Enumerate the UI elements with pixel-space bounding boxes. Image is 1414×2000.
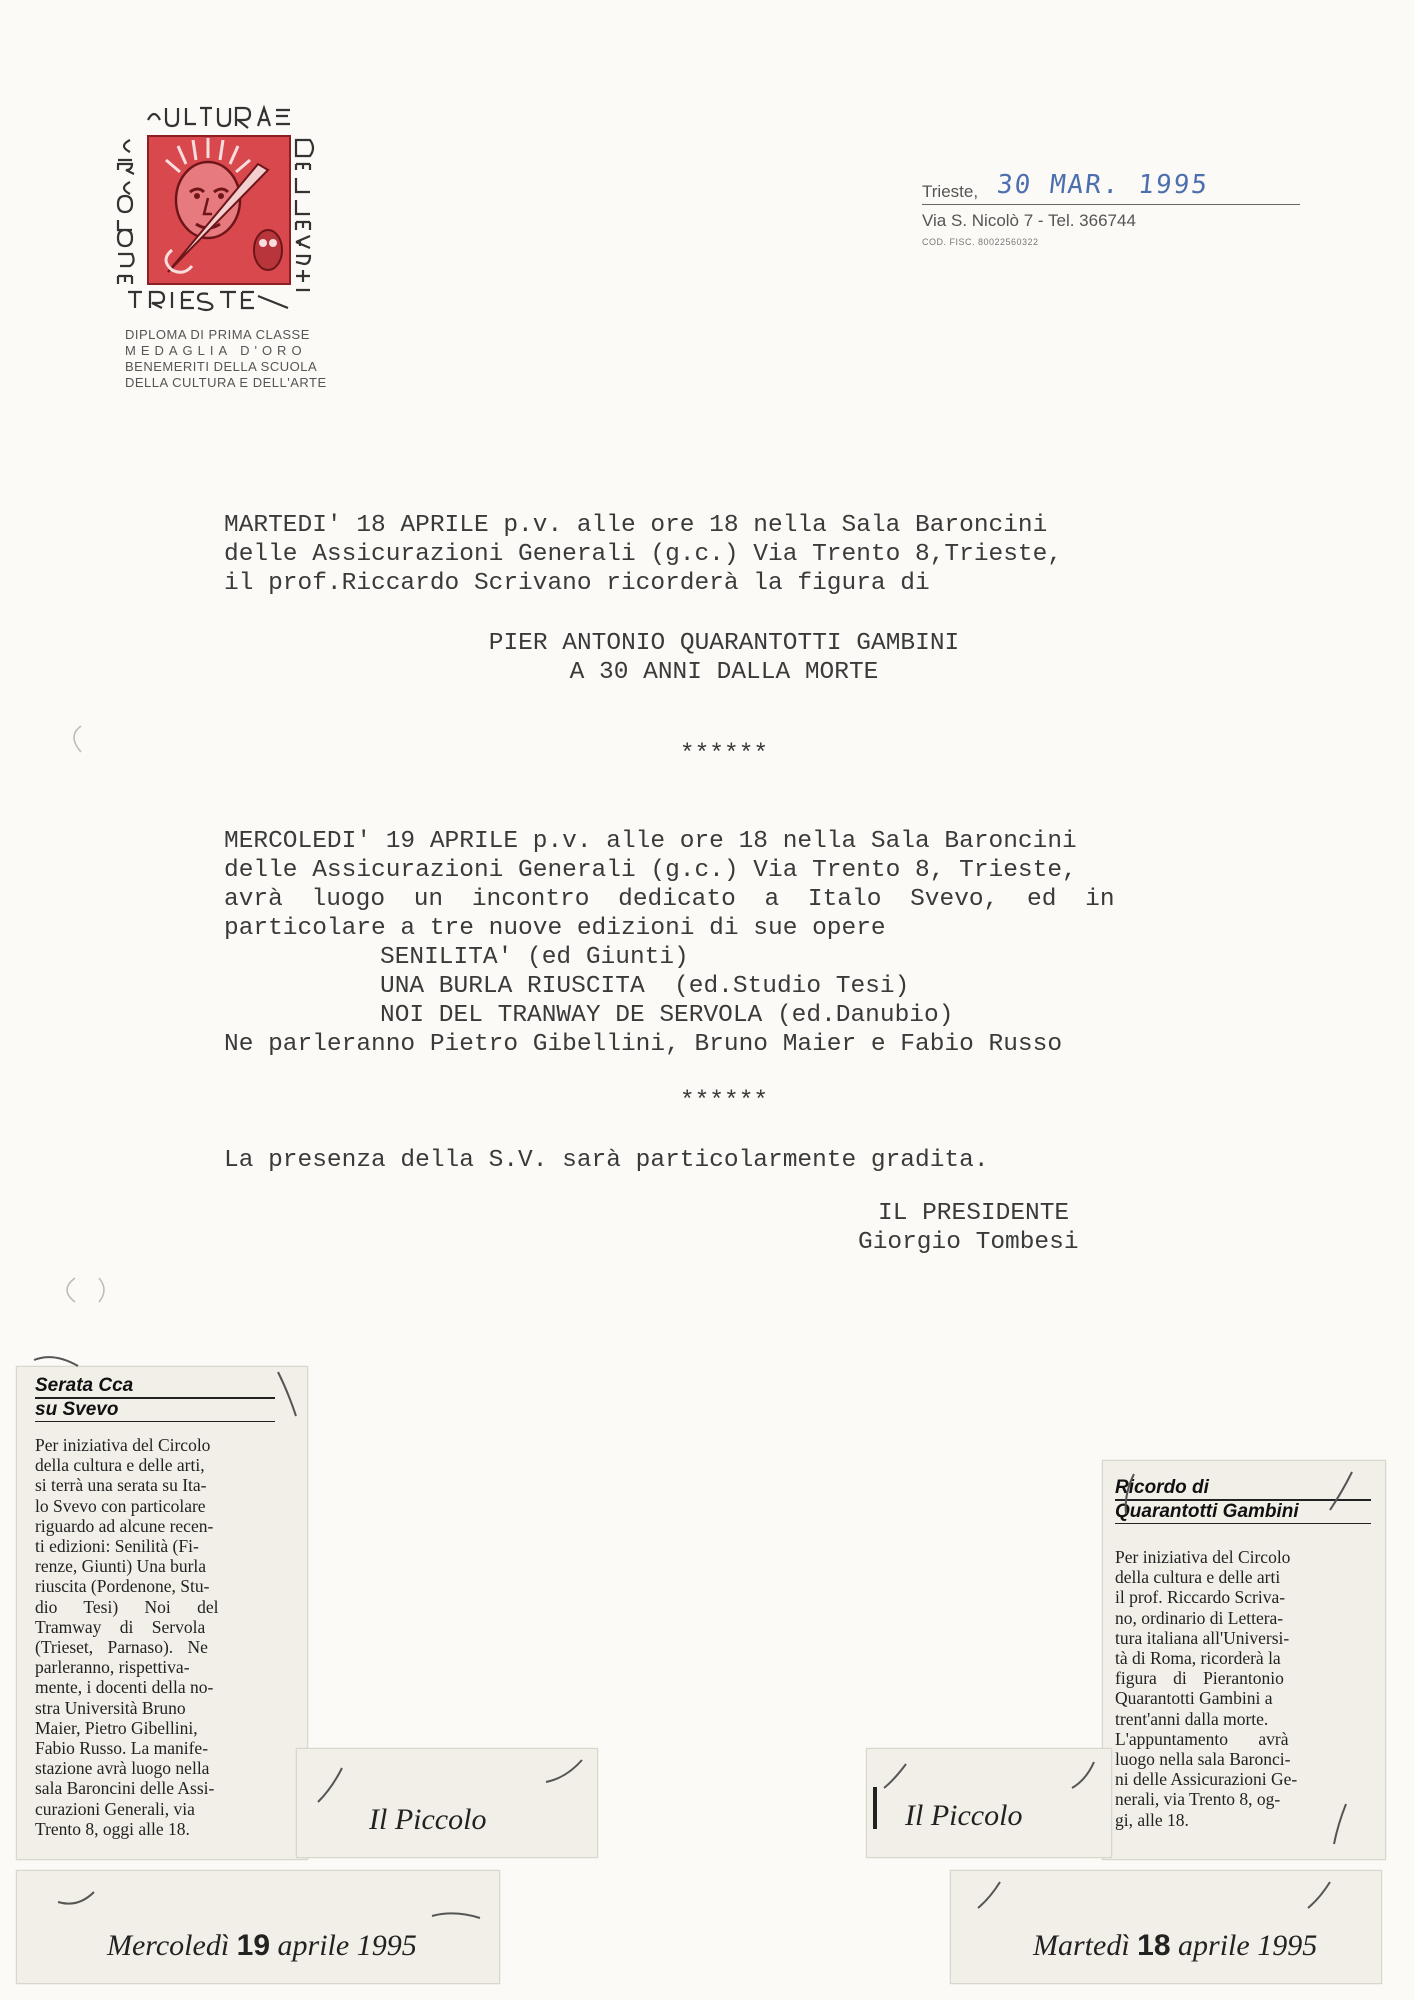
letter-header xyxy=(922,168,1302,247)
clipping-line: Tramway di Servola xyxy=(35,1616,206,1637)
closing-line: La presenza della S.V. sarà particolarmente gradita. xyxy=(224,1147,989,1174)
signature-name: Giorgio Tombesi xyxy=(858,1229,1079,1256)
clipping-line: Per iniziativa del Circolo xyxy=(1115,1547,1291,1567)
clipping-left-title: su Svevo xyxy=(35,1399,119,1420)
clipping-line: tà di Roma, ricorderà la xyxy=(1115,1648,1281,1669)
date-line xyxy=(922,168,1300,205)
event1-line: il prof.Riccardo Scrivano ricorderà la figura di xyxy=(224,570,930,597)
event1-title: PIER ANTONIO QUARANTOTTI GAMBINI xyxy=(488,630,960,657)
logo-artwork xyxy=(148,136,290,284)
title-rule xyxy=(35,1421,275,1422)
date-weekday: Mercoledì xyxy=(107,1929,230,1962)
margin-mark xyxy=(55,720,95,760)
clipping-right-title: Ricordo di xyxy=(1115,1477,1209,1498)
clipping-line: ti edizioni: Senilità (Fi- xyxy=(35,1536,199,1557)
clipping-line: Maier, Pietro Gibellini, xyxy=(35,1717,198,1738)
book-title: NOI DEL TRANWAY DE SERVOLA (ed.Danubio) xyxy=(380,1002,954,1029)
clipping-line: no, ordinario di Lettera- xyxy=(1115,1607,1284,1628)
logo-motto xyxy=(125,327,345,391)
clipping-line: (Trieset, Parnaso). Ne xyxy=(35,1637,208,1658)
tax-code: COD. FISC. 80022560322 xyxy=(922,237,1039,247)
clipping-line: stra Università Bruno xyxy=(35,1697,186,1718)
clipping-line: mente, i docenti della no- xyxy=(35,1677,214,1698)
clipping-line: dio Tesi) Noi del xyxy=(35,1596,219,1617)
clipping-date xyxy=(1033,1929,1317,1963)
clipping-line: gi, alle 18. xyxy=(1115,1809,1189,1830)
event2-line: avrà luogo un incontro dedicato a Italo Svevo, ed in xyxy=(224,886,1115,913)
signature-title: IL PRESIDENTE xyxy=(878,1200,1070,1227)
event1-subtitle: A 30 ANNI DALLA MORTE xyxy=(569,659,879,686)
clipping-line: nerali, via Trento 8, og- xyxy=(1115,1789,1281,1810)
clipping-left-title: Serata Cca xyxy=(35,1375,134,1396)
clipping-line: riuscita (Pordenone, Stu- xyxy=(35,1576,210,1597)
clipping-left-body xyxy=(35,1435,293,1839)
date-stamp: 30 MAR. 1995 xyxy=(995,170,1211,200)
staple-icon xyxy=(52,1882,102,1912)
date-weekday: Martedì xyxy=(1033,1929,1130,1962)
clipping-line: trent'anni dalla morte. xyxy=(1115,1708,1269,1729)
staple-icon xyxy=(970,1876,1010,1916)
staple-icon xyxy=(1300,1876,1340,1916)
staple-icon xyxy=(876,1758,916,1798)
staple-icon xyxy=(1326,1800,1356,1850)
clipping-line: Trento 8, oggi alle 18. xyxy=(35,1818,190,1839)
clipping-line: della cultura e delle arti, xyxy=(35,1455,205,1476)
clipping-line: parleranno, rispettiva- xyxy=(35,1657,190,1678)
newspaper-name: Il Piccolo xyxy=(905,1799,1023,1832)
date-day: 18 xyxy=(1137,1929,1171,1962)
staple-icon xyxy=(1322,1468,1362,1518)
clipping-line: figura di Pierantonio xyxy=(1115,1668,1284,1689)
circolo-logo xyxy=(108,100,320,312)
event1-line: MARTEDI' 18 APRILE p.v. alle ore 18 nella Sala Baroncini xyxy=(224,512,1048,539)
clipping-line: L'appuntamento avrà xyxy=(1115,1728,1289,1749)
address: Via S. Nicolò 7 - Tel. 366744 xyxy=(922,211,1136,230)
event2-line: particolare a tre nuove edizioni di sue opere xyxy=(224,915,886,942)
separator: ****** xyxy=(679,1088,769,1115)
clipping-left xyxy=(16,1366,308,1860)
staple-icon xyxy=(540,1752,590,1792)
clipping-line: Quarantotti Gambini a xyxy=(1115,1688,1273,1709)
clipping-line: curazioni Generali, via xyxy=(35,1798,195,1819)
separator: ****** xyxy=(679,741,769,768)
clipping-line: della cultura e delle arti xyxy=(1115,1567,1281,1588)
clipping-line: tura italiana all'Universi- xyxy=(1115,1627,1290,1648)
staple-icon xyxy=(1064,1756,1104,1796)
clipping-right-title: Quarantotti Gambini xyxy=(1115,1501,1299,1522)
clipping-line: ni delle Assicurazioni Ge- xyxy=(1115,1769,1298,1790)
event2-line: MERCOLEDI' 19 APRILE p.v. alle ore 18 nella Sala Baroncini xyxy=(224,828,1077,855)
clipping-line: si terrà una serata su Ita- xyxy=(35,1475,207,1496)
date-day: 19 xyxy=(236,1929,271,1962)
clipping-line: riguardo ad alcune recen- xyxy=(35,1515,214,1536)
motto-line: MEDAGLIA D'ORO xyxy=(125,343,307,358)
book-title: UNA BURLA RIUSCITA (ed.Studio Tesi) xyxy=(380,973,910,1000)
clipping-line: Per iniziativa del Circolo xyxy=(35,1435,211,1455)
date-rest: aprile 1995 xyxy=(1178,1929,1318,1962)
clipping-line: il prof. Riccardo Scriva- xyxy=(1115,1587,1286,1608)
clipping-line: luogo nella sala Baronci- xyxy=(1115,1749,1291,1770)
motto-line: DELLA CULTURA E DELL'ARTE xyxy=(125,375,327,390)
speakers-line: Ne parleranno Pietro Gibellini, Bruno Maier e Fabio Russo xyxy=(224,1031,1063,1058)
clipping-right-body xyxy=(1115,1547,1373,1830)
title-rule xyxy=(1115,1523,1371,1524)
clipping-line: lo Svevo con particolare xyxy=(35,1495,206,1516)
staple-icon xyxy=(272,1368,302,1428)
staple-icon xyxy=(30,1352,90,1382)
clipping-line: Fabio Russo. La manife- xyxy=(35,1738,209,1759)
book-title: SENILITA' (ed Giunti) xyxy=(380,944,689,971)
motto-line: DIPLOMA DI PRIMA CLASSE xyxy=(125,327,310,342)
clipping-line: stazione avrà luogo nella xyxy=(35,1758,210,1779)
event1-line: delle Assicurazioni Generali (g.c.) Via Trento 8,Trieste, xyxy=(224,541,1063,568)
city: Trieste, xyxy=(922,182,979,201)
newspaper-name: Il Piccolo xyxy=(369,1803,487,1836)
staple-icon xyxy=(312,1760,352,1810)
clipping-line: renze, Giunti) Una burla xyxy=(35,1556,207,1577)
punch-hole-mark xyxy=(55,1270,115,1310)
staple-icon xyxy=(1114,1470,1144,1520)
event2-line: delle Assicurazioni Generali (g.c.) Via Trento 8, Trieste, xyxy=(224,857,1077,884)
clipping-date xyxy=(107,1929,417,1963)
staple-icon xyxy=(428,1904,488,1934)
motto-line: BENEMERITI DELLA SCUOLA xyxy=(125,359,318,374)
clipping-line: sala Baroncini delle Assi- xyxy=(35,1778,215,1799)
date-rest: aprile 1995 xyxy=(277,1929,417,1962)
